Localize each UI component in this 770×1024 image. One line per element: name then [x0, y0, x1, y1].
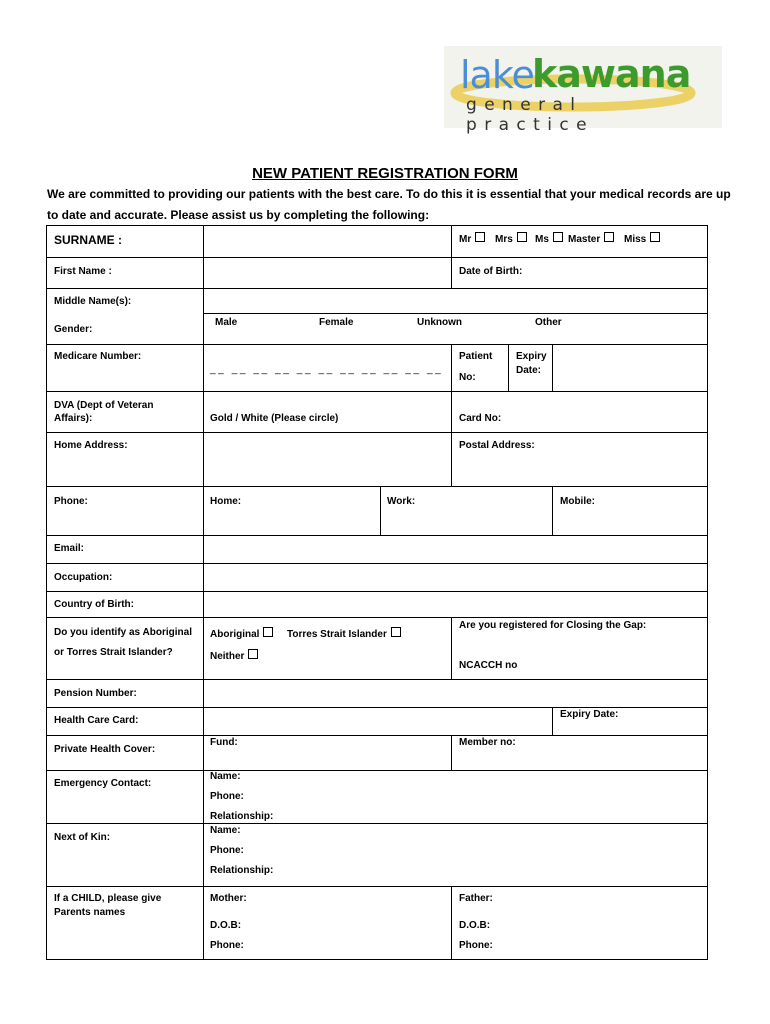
option-torres-label: Torres Strait Islander — [287, 629, 387, 640]
title-mrs[interactable] — [495, 232, 527, 246]
title-mrs-label: Mrs — [495, 234, 513, 245]
option-torres[interactable] — [287, 627, 401, 641]
row-divider — [46, 486, 708, 487]
patient-no-label: No: — [459, 372, 476, 383]
logo-subtitle: general practice — [466, 95, 594, 135]
logo-text-lake: lake — [460, 53, 534, 97]
row-divider — [46, 391, 708, 392]
column-divider — [552, 707, 553, 736]
column-divider — [552, 486, 553, 536]
gender-unknown[interactable]: Unknown — [417, 317, 462, 328]
surname-label: SURNAME : — [54, 233, 122, 247]
emergency-phone-label: Phone: — [210, 791, 244, 802]
next-of-kin-label: Next of Kin: — [54, 832, 111, 843]
middle-names-label: Middle Name(s): — [54, 296, 132, 307]
patient-label: Patient — [459, 351, 493, 362]
mother-phone-label: Phone: — [210, 940, 244, 951]
work-phone-label: Work: — [387, 496, 416, 507]
row-divider — [46, 432, 708, 433]
kin-phone-label: Phone: — [210, 845, 244, 856]
row-divider — [46, 886, 708, 887]
option-aboriginal[interactable] — [210, 627, 273, 641]
row-divider — [46, 770, 708, 771]
title-mr-label: Mr — [459, 234, 472, 245]
title-miss[interactable] — [624, 232, 660, 246]
first-name-label: First Name : — [54, 266, 112, 277]
father-label: Father: — [459, 893, 493, 904]
aboriginal-question-line1: Do you identify as Aboriginal — [54, 627, 192, 638]
gender-other[interactable]: Other — [535, 317, 562, 328]
gender-male[interactable]: Male — [215, 317, 238, 328]
health-care-label: Health Care Card: — [54, 715, 139, 726]
member-no-label: Member no: — [459, 737, 516, 748]
gender-label: Gender: — [54, 324, 93, 335]
form-title: NEW PATIENT REGISTRATION FORM — [252, 165, 518, 182]
closing-gap-label: Are you registered for Closing the Gap: — [459, 620, 647, 631]
row-divider — [46, 823, 708, 824]
row-divider — [46, 707, 708, 708]
title-miss-label: Miss — [624, 234, 647, 245]
dva-label-line1: DVA (Dept of Veteran — [54, 400, 154, 411]
column-divider — [508, 344, 509, 392]
row-divider — [203, 313, 708, 314]
expiry-label: Expiry — [516, 351, 547, 362]
column-divider — [451, 617, 452, 680]
kin-name-label: Name: — [210, 825, 241, 836]
master-checkbox[interactable] — [604, 232, 614, 242]
expiry-date-label: Expiry Date: — [560, 709, 619, 720]
country-label: Country of Birth: — [54, 599, 134, 610]
medicare-label: Medicare Number: — [54, 351, 142, 362]
option-neither[interactable] — [210, 649, 258, 663]
practice-logo — [444, 46, 722, 135]
fund-label: Fund: — [210, 737, 238, 748]
home-address-label: Home Address: — [54, 440, 128, 451]
aboriginal-checkbox[interactable] — [263, 627, 273, 637]
ncacch-label: NCACCH no — [459, 660, 518, 671]
neither-checkbox[interactable] — [248, 649, 258, 659]
column-divider — [451, 391, 452, 487]
gold-white-label: Gold / White (Please circle) — [210, 413, 339, 424]
row-divider — [46, 735, 708, 736]
option-aboriginal-label: Aboriginal — [210, 629, 260, 640]
mobile-label: Mobile: — [560, 496, 595, 507]
column-divider — [451, 344, 452, 392]
child-parents-label-line2: Parents names — [54, 907, 126, 918]
row-divider — [46, 591, 708, 592]
form-table — [46, 225, 708, 960]
row-divider — [46, 617, 708, 618]
logo-text-kawana: kawana — [532, 52, 691, 96]
occupation-label: Occupation: — [54, 572, 113, 583]
medicare-number-blanks[interactable]: __ __ __ __ __ __ __ __ __ __ __ — [210, 364, 444, 375]
column-divider — [451, 886, 452, 960]
pension-label: Pension Number: — [54, 688, 137, 699]
card-no-label: Card No: — [459, 413, 502, 424]
home-phone-label: Home: — [210, 496, 242, 507]
column-divider — [451, 735, 452, 771]
column-divider — [451, 225, 452, 289]
title-mr[interactable] — [459, 232, 485, 246]
mother-label: Mother: — [210, 893, 247, 904]
title-ms-label: Ms — [535, 234, 549, 245]
row-divider — [46, 679, 708, 680]
torres-checkbox[interactable] — [391, 627, 401, 637]
row-divider — [46, 535, 708, 536]
miss-checkbox[interactable] — [650, 232, 660, 242]
row-divider — [46, 257, 708, 258]
title-ms[interactable] — [535, 232, 563, 246]
mother-dob-label: D.O.B: — [210, 920, 242, 931]
column-divider — [380, 486, 381, 536]
kin-relationship-label: Relationship: — [210, 865, 274, 876]
row-divider — [46, 344, 708, 345]
gender-female[interactable]: Female — [319, 317, 354, 328]
dob-label: Date of Birth: — [459, 266, 523, 277]
row-divider — [46, 288, 708, 289]
intro-text: We are committed to providing our patients with the best care. To do this it is essential that your medical records are up to date and accurate. Please assist us by completing the following: — [47, 187, 731, 222]
emergency-contact-label: Emergency Contact: — [54, 778, 152, 789]
emergency-name-label: Name: — [210, 771, 241, 782]
title-master-label: Master — [568, 234, 601, 245]
ms-checkbox[interactable] — [553, 232, 563, 242]
dva-label-line2: Affairs): — [54, 413, 93, 424]
email-label: Email: — [54, 543, 85, 554]
emergency-relationship-label: Relationship: — [210, 811, 274, 822]
column-divider — [552, 344, 553, 392]
postal-address-label: Postal Address: — [459, 440, 535, 451]
father-dob-label: D.O.B: — [459, 920, 491, 931]
expiry-date-label: Date: — [516, 365, 542, 376]
father-phone-label: Phone: — [459, 940, 493, 951]
column-divider — [203, 225, 204, 291]
aboriginal-question-line2: or Torres Strait Islander? — [54, 647, 173, 658]
phone-label: Phone: — [54, 496, 88, 507]
private-health-label: Private Health Cover: — [54, 744, 156, 755]
title-master[interactable] — [568, 232, 614, 246]
child-parents-label-line1: If a CHILD, please give — [54, 893, 162, 904]
column-divider — [203, 288, 204, 960]
mr-checkbox[interactable] — [475, 232, 485, 242]
row-divider — [46, 563, 708, 564]
mrs-checkbox[interactable] — [517, 232, 527, 242]
option-neither-label: Neither — [210, 651, 245, 662]
